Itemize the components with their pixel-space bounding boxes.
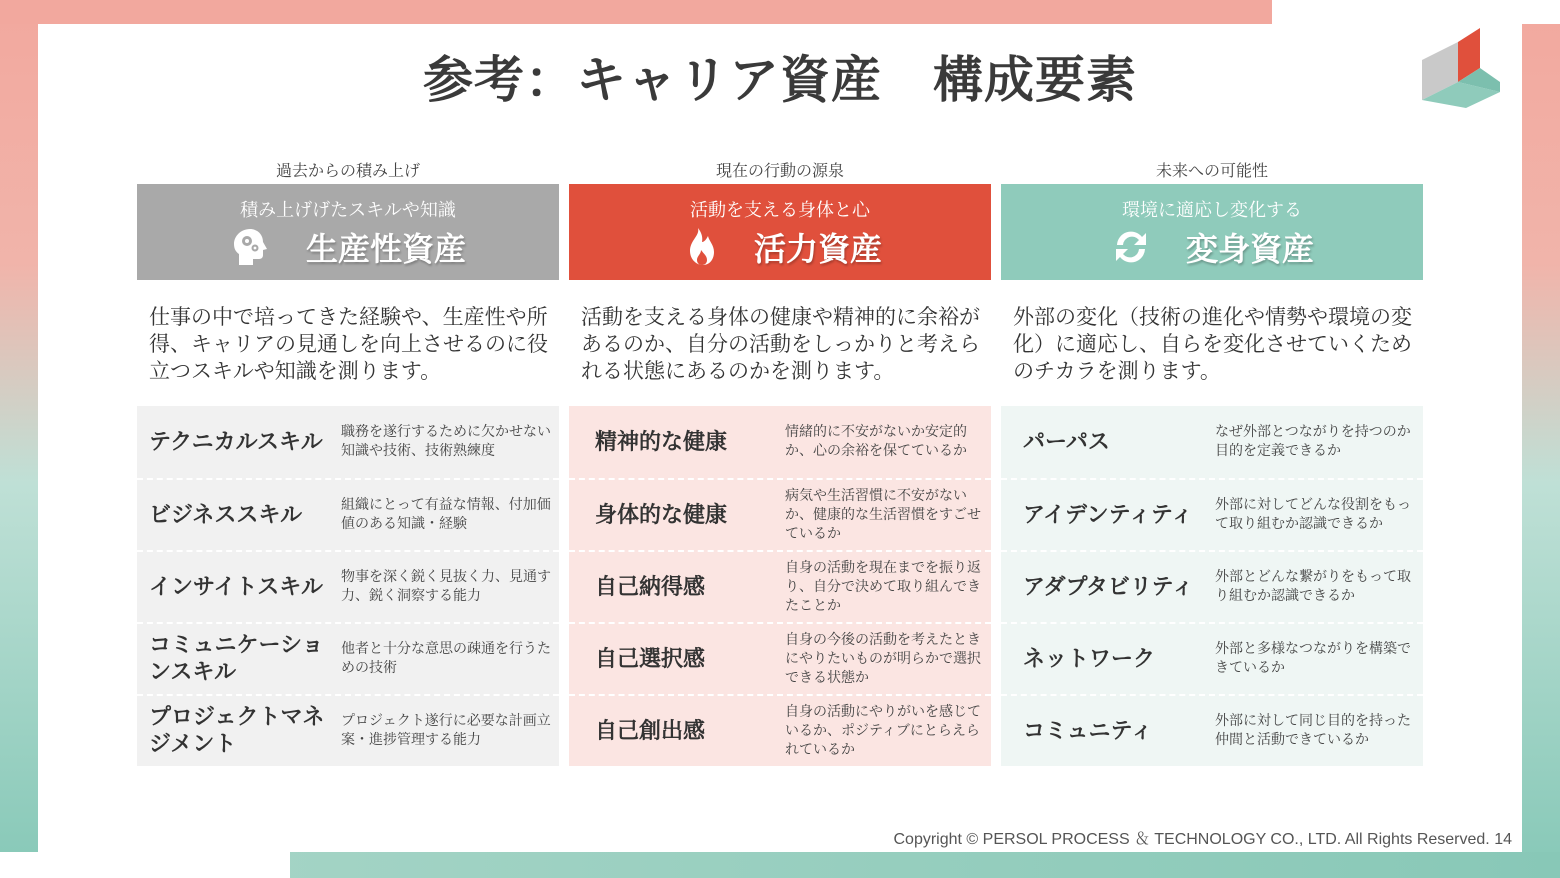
- item-note: 他者と十分な意思の疎通を行うための技術: [341, 641, 551, 676]
- item-note: 自身の今後の活動を考えたときにやりたいものが明らかで選択できる状態か: [785, 631, 981, 686]
- top-white-notch: [1272, 0, 1560, 24]
- item-note: 自身の活動にやりがいを感じているか、ポジティブにとらえられているか: [785, 703, 981, 758]
- item-note: 外部と多様なつながりを構築できているか: [1215, 641, 1411, 676]
- item-note: 病気や生活習慣に不安がないか、健康的な生活習慣をすごせているか: [785, 487, 981, 542]
- item-list: [137, 406, 559, 766]
- list-item: [1001, 550, 1423, 622]
- item-name: プロジェクトマネジメント: [149, 705, 325, 757]
- copyright-footer: Copyright © PERSOL PROCESS ＆ TECHNOLOGY CO., LTD. All Rights Reserved. 14: [893, 831, 1512, 848]
- column-description: 仕事の中で培ってきた経験や、生産性や所得、キャリアの見通しを向上させるのに役立つスキルや知識を測ります。: [149, 305, 548, 383]
- company-logo-icon: [1418, 20, 1504, 108]
- item-name: 精神的な健康: [595, 429, 728, 455]
- column-title: 活力資産: [753, 230, 882, 268]
- column-subtitle: 活動を支える身体と心: [690, 200, 870, 221]
- item-list: [1001, 406, 1423, 766]
- column-description: 活動を支える身体の健康や精神的に余裕があるのか、自分の活動をしっかりと考えられる状態にあるのかを測ります。: [581, 305, 980, 383]
- column-title: 生産性資産: [305, 230, 466, 268]
- item-name: 自己選択感: [595, 646, 706, 672]
- list-item: [137, 406, 559, 478]
- item-note: 外部に対してどんな役割をもって取り組むか認識できるか: [1215, 497, 1411, 532]
- column-caption: 未来への可能性: [1155, 161, 1268, 180]
- flame-icon: [678, 226, 720, 268]
- item-name: パーパス: [1023, 429, 1110, 455]
- list-item: [569, 550, 991, 622]
- list-item: [137, 478, 559, 550]
- brain-gears-icon: [230, 226, 272, 268]
- column-header: [137, 184, 559, 280]
- item-name: アイデンティティ: [1023, 502, 1194, 528]
- item-note: 組織にとって有益な情報、付加価値のある知識・経験: [341, 497, 551, 532]
- item-note: 自身の活動を現在までを振り返り、自分で決めて取り組んできたことか: [785, 559, 981, 614]
- list-item: [569, 478, 991, 550]
- item-note: 外部とどんな繋がりをもって取り組むか認識できるか: [1215, 569, 1411, 604]
- list-item: [569, 406, 991, 478]
- item-name: 身体的な健康: [595, 502, 728, 528]
- list-item: [1001, 406, 1423, 478]
- item-name: インサイトスキル: [149, 574, 324, 600]
- list-item: [137, 550, 559, 622]
- item-name: 自己納得感: [595, 574, 706, 600]
- column-transformation: [1001, 158, 1423, 766]
- refresh-icon: [1110, 226, 1152, 268]
- slide-title: 参考：キャリア資産 構成要素: [423, 51, 1137, 109]
- bottom-white-notch: [0, 852, 290, 878]
- list-item: [1001, 478, 1423, 550]
- item-name: コミュニティ: [1023, 718, 1153, 744]
- item-list: [569, 406, 991, 766]
- list-item: [569, 622, 991, 694]
- item-note: 外部に対して同じ目的を持った仲間と活動できているか: [1215, 713, 1411, 748]
- item-note: 物事を深く鋭く見抜く力、見通す力、鋭く洞察する能力: [341, 569, 551, 604]
- item-note: なぜ外部とつながりを持つのか目的を定義できるか: [1215, 424, 1411, 459]
- item-name: 自己創出感: [595, 718, 706, 744]
- column-vitality: [569, 158, 991, 766]
- column-caption: 現在の行動の源泉: [715, 161, 844, 180]
- list-item: [1001, 694, 1423, 766]
- column-description: 外部の変化（技術の進化や情勢や環境の変化）に適応し、自らを変化させていくためのチカラを測ります。: [1013, 305, 1412, 383]
- item-name: アダプタビリティ: [1023, 574, 1194, 600]
- item-name: コミュニケーションスキル: [149, 633, 324, 685]
- column-header: [569, 184, 991, 280]
- item-note: 情緒的に不安がないか安定的か、心の余裕を保てているか: [785, 424, 967, 459]
- item-name: ネットワーク: [1023, 646, 1156, 672]
- column-productivity: [137, 158, 559, 766]
- column-title: 変身資産: [1185, 230, 1314, 268]
- item-name: テクニカルスキル: [149, 429, 323, 455]
- column-title-row: [569, 224, 991, 270]
- item-note: プロジェクト遂行に必要な計画立案・進捗管理する能力: [341, 713, 551, 748]
- list-item: [137, 622, 559, 694]
- column-title-row: [137, 224, 559, 270]
- column-header: [1001, 184, 1423, 280]
- list-item: [569, 694, 991, 766]
- column-subtitle: 環境に適応し変化する: [1122, 200, 1302, 221]
- column-caption: 過去からの積み上げ: [275, 161, 420, 180]
- column-title-row: [1001, 224, 1423, 270]
- item-note: 職務を遂行するために欠かせない知識や技術、技術熟練度: [341, 424, 551, 459]
- list-item: [1001, 622, 1423, 694]
- list-item: [137, 694, 559, 766]
- column-subtitle: 積み上げげたスキルや知識: [240, 200, 456, 221]
- item-name: ビジネススキル: [149, 502, 303, 528]
